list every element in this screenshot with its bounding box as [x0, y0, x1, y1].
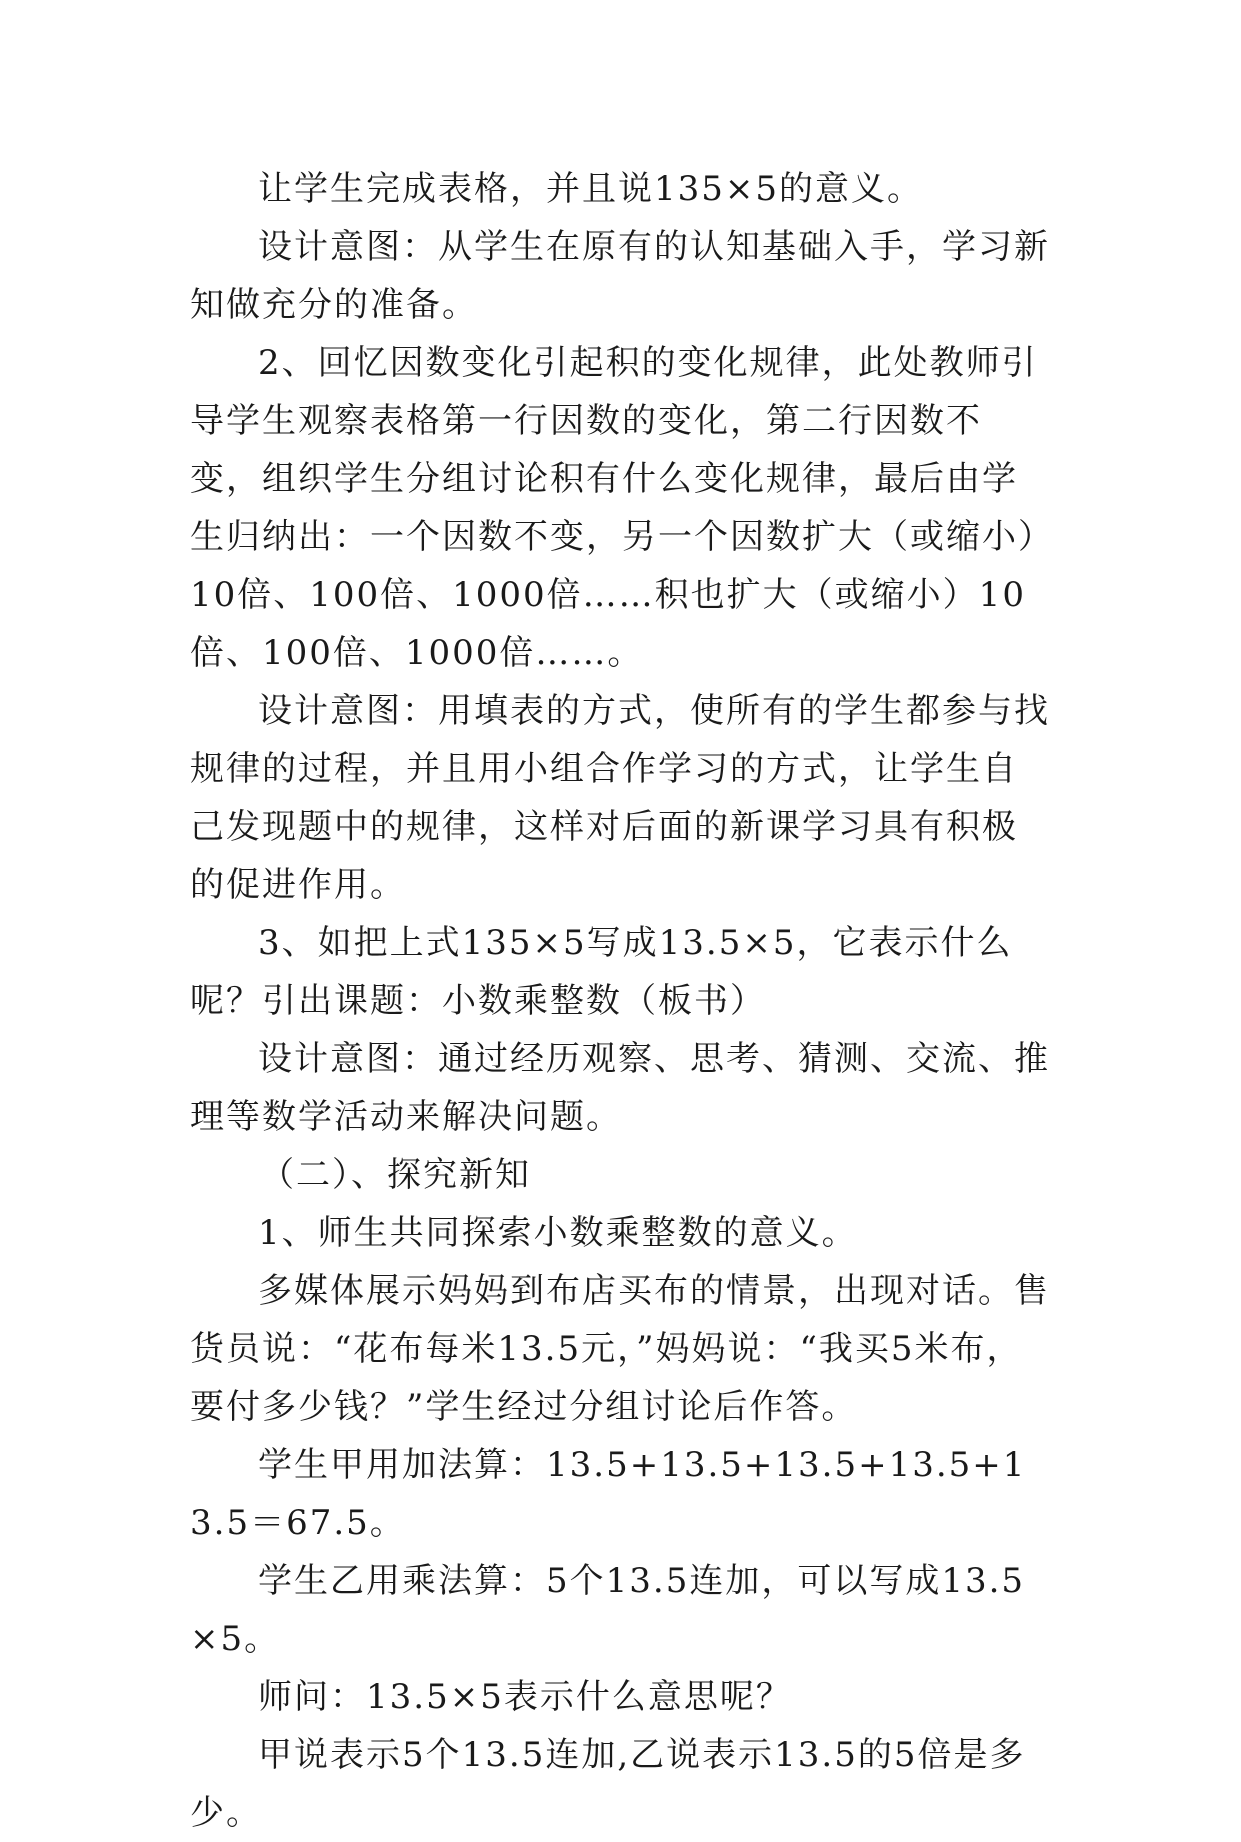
paragraph-complete-table: 让学生完成表格，并且说135×5的意义。	[258, 169, 924, 209]
document-body	[190, 160, 1050, 1842]
paragraph-design-intent-3: 设计意图：通过经历观察、思考、猜测、交流、推理等数学活动来解决问题。	[190, 1039, 1050, 1137]
paragraph-design-intent-1: 设计意图：从学生在原有的认知基础入手，学习新知做充分的准备。	[190, 227, 1050, 325]
paragraph-recall-rule: 2、回忆因数变化引起积的变化规律，此处教师引导学生观察表格第一行因数的变化，第二行因数不变，组织学生分组讨论积有什么变化规律，最后由学生归纳出：一个因数不变，另一个因数扩大（或缩小）10倍、100倍、1000倍……积也扩大（或缩小）10倍、100倍、1000倍……。	[190, 343, 1038, 673]
paragraph-design-intent-2: 设计意图：用填表的方式，使所有的学生都参与找规律的过程，并且用小组合作学习的方式，让学生自己发现题中的规律，这样对后面的新课学习具有积极的促进作用。	[190, 691, 1050, 905]
section-heading-explore: （二）、探究新知	[260, 1155, 531, 1195]
paragraph-explore-meaning: 1、师生共同探索小数乘整数的意义。	[258, 1213, 858, 1253]
paragraph-answers: 甲说表示5个13.5连加,乙说表示13.5的5倍是多少。	[190, 1735, 1026, 1833]
paragraph-student-a: 学生甲用加法算：13.5+13.5+13.5+13.5+13.5＝67.5。	[190, 1445, 1027, 1543]
paragraph-topic-intro: 3、如把上式135×5写成13.5×5，它表示什么呢？引出课题：小数乘整数（板书）	[190, 923, 1013, 1021]
paragraph-student-b: 学生乙用乘法算：5个13.5连加，可以写成13.5×5。	[190, 1561, 1026, 1659]
paragraph-shopping-scene: 多媒体展示妈妈到布店买布的情景，出现对话。售货员说：“花布每米13.5元，”妈妈说：“我买5米布，要付多少钱？”学生经过分组讨论后作答。	[190, 1271, 1050, 1427]
paragraph-teacher-question: 师问：13.5×5表示什么意思呢？	[258, 1677, 792, 1717]
